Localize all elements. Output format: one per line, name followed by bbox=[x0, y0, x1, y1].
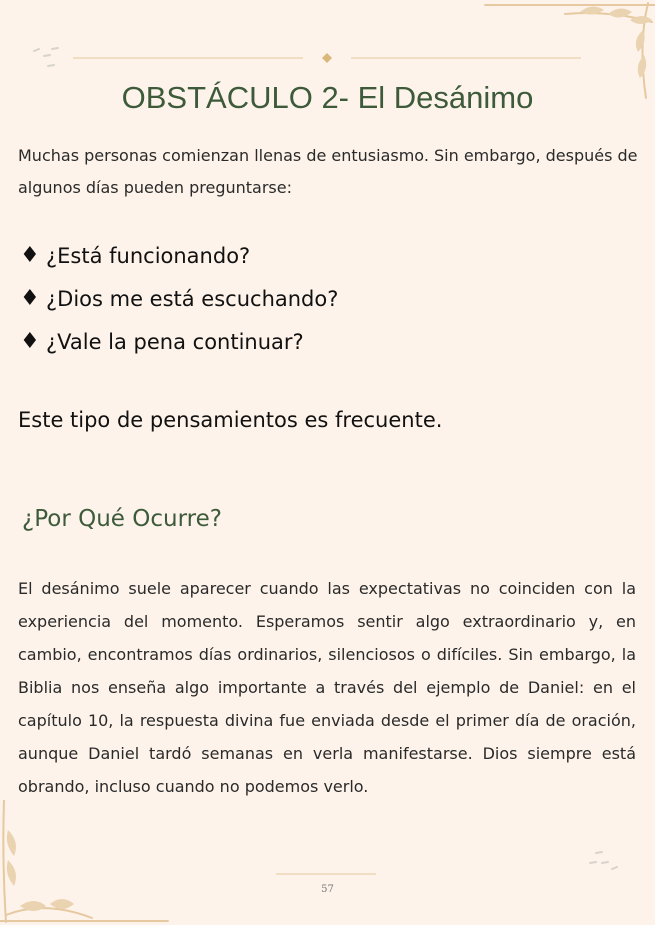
question-item bbox=[20, 320, 338, 363]
body-paragraph: El desánimo suele aparecer cuando las expectativas no coinciden con la experiencia del momento. Esperamos sentir algo extraordinario y, en cambio, encontramos días ordinarios, silenciosos o difíciles. Sin embargo, la Biblia nos enseña algo importante a través del ejemplo de Daniel: en el capítulo 10, la respuesta divina fue enviada desde el primer día de oración, aunque Daniel tardó semanas en verla manifestarse. Dios siempre está obrando, incluso cuando no podemos verlo. bbox=[18, 579, 636, 796]
question-text: ¿Dios me está escuchando? bbox=[46, 286, 339, 311]
leaf-branch-icon bbox=[0, 800, 170, 925]
diamond-bullet-icon: ♦ bbox=[20, 329, 40, 354]
question-text: ¿Está funcionando? bbox=[46, 243, 251, 268]
page-number: 57 bbox=[321, 884, 334, 895]
statement-text: Este tipo de pensamientos es frecuente. bbox=[18, 408, 443, 432]
diamond-bullet-icon: ♦ bbox=[20, 243, 40, 268]
footer-divider bbox=[276, 872, 376, 876]
page-title: OBSTÁCULO 2- El Desánimo bbox=[121, 80, 534, 115]
question-item bbox=[20, 234, 338, 277]
section-subtitle: ¿Por Qué Ocurre? bbox=[22, 506, 222, 532]
diamond-bullet-icon: ♦ bbox=[20, 286, 40, 311]
dash-cluster-icon bbox=[586, 848, 622, 876]
dash-cluster-icon bbox=[30, 45, 66, 73]
question-list bbox=[20, 234, 338, 363]
question-item bbox=[20, 277, 338, 320]
intro-paragraph: Muchas personas comienzan llenas de entusiasmo. Sin embargo, después de algunos días pueden preguntarse: bbox=[18, 146, 638, 197]
question-text: ¿Vale la pena continuar? bbox=[46, 329, 304, 354]
